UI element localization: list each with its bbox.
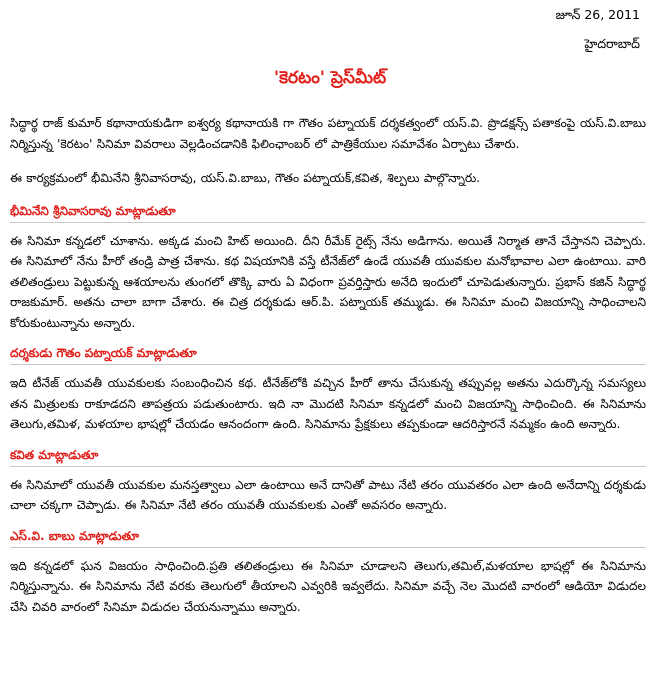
divider: [10, 547, 646, 548]
section-heading: కవిత మాట్లాడుతూ: [10, 447, 99, 462]
intro-paragraph: సిద్ధార్థ రాజ్ కుమార్ కథానాయకుడిగా ఐశ్వర్య కథానాయకి గా గౌతం పట్నాయక్ దర్శకత్వంలో యస్.వి. ప్రొడక్షన్స్ పతాకంపై యస్.వి.బాబు నిర్మిస్తున్న 'కెరటం' సినిమా వివరాలు వెల్లడించడానికి ఫిలింఛాంబర్ లో పాత్రికేయుల సమావేశం ఏర్పాటు చేశారు.: [10, 116, 646, 151]
section-text: ఇది టీనేజ్ యువతీ యువకులకు సంబంధించిన కథ. టీనేజ్‌లోకి వచ్చిన హీరో తాను చేసుకున్న తప్పువల్ల అతను ఎదుర్కొన్న సమస్యలు తన మిత్రులకు రాకూడదని తాపత్రయ పడుతుంటారు. ఇది నా మొదటి సినిమా కన్నడలో మంచి విజయాన్ని సాధించింది. ఈ సినిమాను తెలుగు,తమిళ, మళయాల భాషల్లో చేయడం ఆనందంగా ఉంది. సినిమాను ప్రేక్షకులు తప్పకుండా ఆదరిస్తారనే నమ్మకం ఉంది అన్నారు.: [10, 376, 646, 431]
divider: [10, 364, 646, 365]
article-place: హైదరాబాద్: [584, 36, 640, 51]
section-text: ఈ సినిమాలో యువతీ యువకుల మనస్తత్వాలు ఎలా ఉంటాయి అనే దానితో పాటు నేటి తరం యువతరం ఎలా ఉంది అనేదాన్ని దర్శకుడు చాలా చక్కగా చెప్పాడు. ఈ సినిమా నేటి తరం యువతీ యువకులకు ఎంతో అవసరం అన్నారు.: [10, 477, 646, 512]
article-title: 'కెరటం' ప్రెస్‌మీట్: [273, 68, 387, 88]
section-text: ఇది కన్నడలో ఘన విజయం సాధించింది.ప్రతి తలితండ్రులు ఈ సినిమా చూడాలని తెలుగు,తమిల్,మళయాల భాషల్లో ఈ సినిమాను నిర్మిస్తున్నాను. ఈ సినిమాను నేటి వరకు తెలుగులో తీయాలని ఎవ్వరికి ఇవ్వలేదు. సినిమా వచ్చే నెల మొదటి వారంలో ఆడియో విడుదల చేసి చివరి వారంలో సినిమా విడుదల చేయనున్నాము అన్నారు.: [10, 558, 646, 614]
article-body: [10, 113, 646, 617]
section-heading: భీమినేని శ్రీనివాసరావు మాట్లాడుతూ: [10, 203, 176, 218]
divider: [10, 222, 646, 223]
section-heading: ఎస్.వి. బాబు మాట్లాడుతూ: [10, 528, 140, 543]
section-speaker-3: [10, 445, 646, 516]
section-speaker-2: [10, 343, 646, 435]
divider: [10, 466, 646, 467]
section-heading: దర్శకుడు గౌతం పట్నాయక్ మాట్లాడుతూ: [10, 346, 197, 360]
article-date: జూన్ 26, 2011: [555, 7, 640, 22]
section-speaker-4: [10, 526, 646, 618]
section-speaker-1: [10, 201, 646, 334]
section-text: ఈ సినిమా కన్నడలో చూశాను. అక్కడ మంచి హిట్ అయింది. దీని రీమేక్ రైట్స్ నేను అడిగాను. అయితే నిర్మాత తానే చేస్తానని చెప్పారు. ఈ సినిమాలో నేను హీరో తండ్రి పాత్ర చేశాను. కథ విషయానికి వస్తే టీనేజ్‌లో ఉండే యువతీ యువకుల మనోభావాల ఎలా ఉంటాయి. వారి తలితండ్రులు పెట్టుకున్న ఆశయాలను తుంగలో తొక్కి వారు ఏ విధంగా ప్రవర్తిస్తారు అనేది ఇందులో చూపెడుతున్నారు. ప్రభాస్ కజిన్ సిద్ధార్థ రాజకుమార్. అతను చాలా బాగా చేశారు. ఈ చిత్ర దర్శకుడు ఆర్.పి. పట్నాయక్ తమ్ముడు. ఈ సినిమా మంచి విజయాన్ని సాధించాలని కోరుకుంటున్నాను అన్నారు.: [10, 233, 646, 330]
attendees-paragraph: ఈ కార్యక్రమంలో భీమినేని శ్రీనివాసరావు, యస్.వి.బాబు, గౌతం పట్నాయక్,కవిత, శిల్పలు పాల్గొన్నారు.: [10, 171, 481, 185]
